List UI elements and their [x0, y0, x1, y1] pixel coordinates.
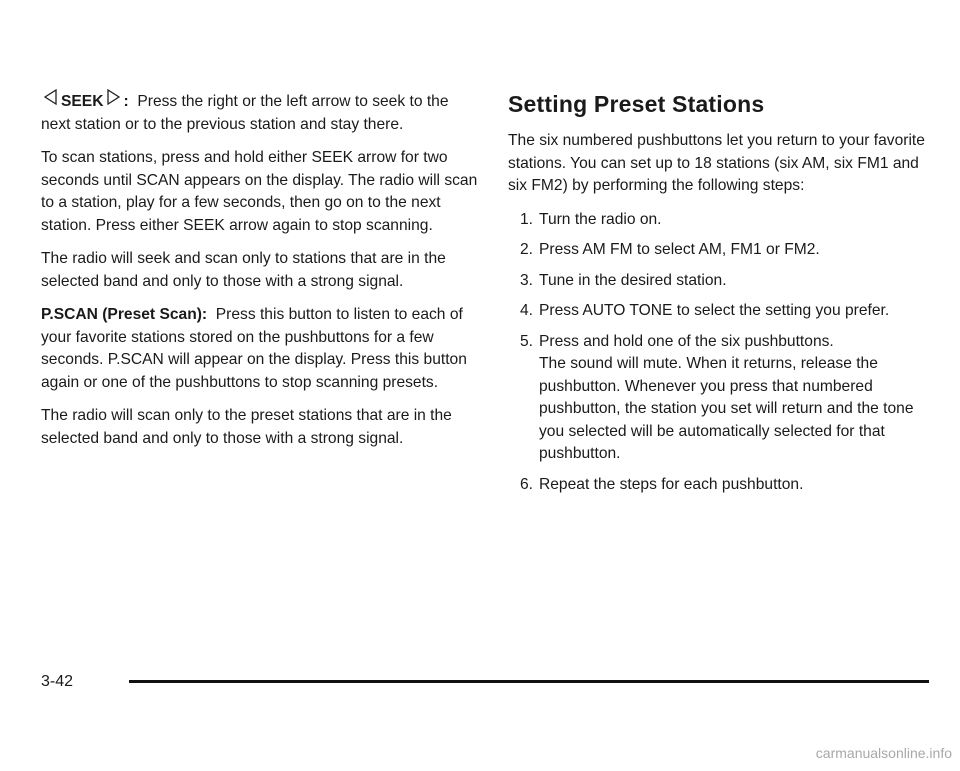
list-item	[508, 474, 928, 497]
seek-paragraph	[41, 90, 481, 136]
list-item	[508, 239, 928, 262]
list-item	[508, 300, 928, 323]
preset-scan-paragraph: The radio will scan only to the preset stations that are in the selected band and only to those with a strong signal.	[41, 407, 452, 447]
right-arrow-outline-icon	[106, 89, 120, 113]
step-number: 2.	[520, 241, 534, 258]
pscan-label: P.SCAN (Preset Scan):	[41, 306, 208, 323]
step-number: 1.	[520, 210, 534, 228]
step-text: Turn the radio on.	[539, 210, 662, 228]
watermark: carmanualsonline.info	[815, 745, 952, 761]
step-text: Press AUTO TONE to select the setting you prefer.	[539, 302, 890, 319]
step-detail: The sound will mute. When it returns, release the pushbutton. Whenever you press that numbered pushbutton, the station you set will return and the tone you selected will be automatically selected for that pushbutton.	[539, 355, 914, 462]
list-item	[508, 209, 928, 232]
steps-list	[508, 209, 928, 497]
step-number: 5.	[520, 332, 534, 350]
seek-description: Press the right or the left arrow to seek to the next station or to the previous station and stay there.	[41, 92, 449, 133]
step-text: Tune in the desired station.	[539, 271, 727, 289]
page-number: 3-42	[41, 673, 74, 690]
step-number: 6.	[520, 475, 534, 493]
page-footer	[41, 672, 929, 692]
scan-paragraph: To scan stations, press and hold either SEEK arrow for two seconds until SCAN appears on the display. The radio will scan to a station, play for a few seconds, then go on to the next station. Press either SEEK arrow again to stop scanning.	[41, 149, 478, 234]
left-arrow-outline-icon	[44, 89, 58, 113]
left-column	[41, 90, 481, 461]
list-item	[508, 270, 928, 293]
step-number: 4.	[520, 302, 534, 319]
step-text: Press AM FM to select AM, FM1 or FM2.	[539, 241, 820, 258]
step-number: 3.	[520, 271, 534, 289]
footer-rule	[129, 680, 929, 683]
section-heading: Setting Preset Stations	[508, 91, 765, 117]
pscan-description: Press this button to listen to each of your favorite stations stored on the pushbuttons for a few seconds. P.SCAN will appear on the display. Press this button again or one of the pushbuttons to stop scanning presets.	[41, 306, 467, 391]
step-text: Press and hold one of the six pushbuttons.	[539, 332, 834, 350]
seek-colon: :	[123, 92, 129, 110]
list-item	[508, 331, 928, 466]
right-column	[508, 90, 928, 504]
step-text: Repeat the steps for each pushbutton.	[539, 475, 804, 493]
seek-scan-paragraph: The radio will seek and scan only to stations that are in the selected band and only to those with a strong signal.	[41, 250, 446, 290]
intro-paragraph: The six numbered pushbuttons let you return to your favorite stations. You can set up to 18 stations (six AM, six FM1 and six FM2) by performing the following steps:	[508, 132, 925, 194]
seek-label: SEEK	[61, 92, 104, 110]
pscan-paragraph	[41, 304, 481, 394]
